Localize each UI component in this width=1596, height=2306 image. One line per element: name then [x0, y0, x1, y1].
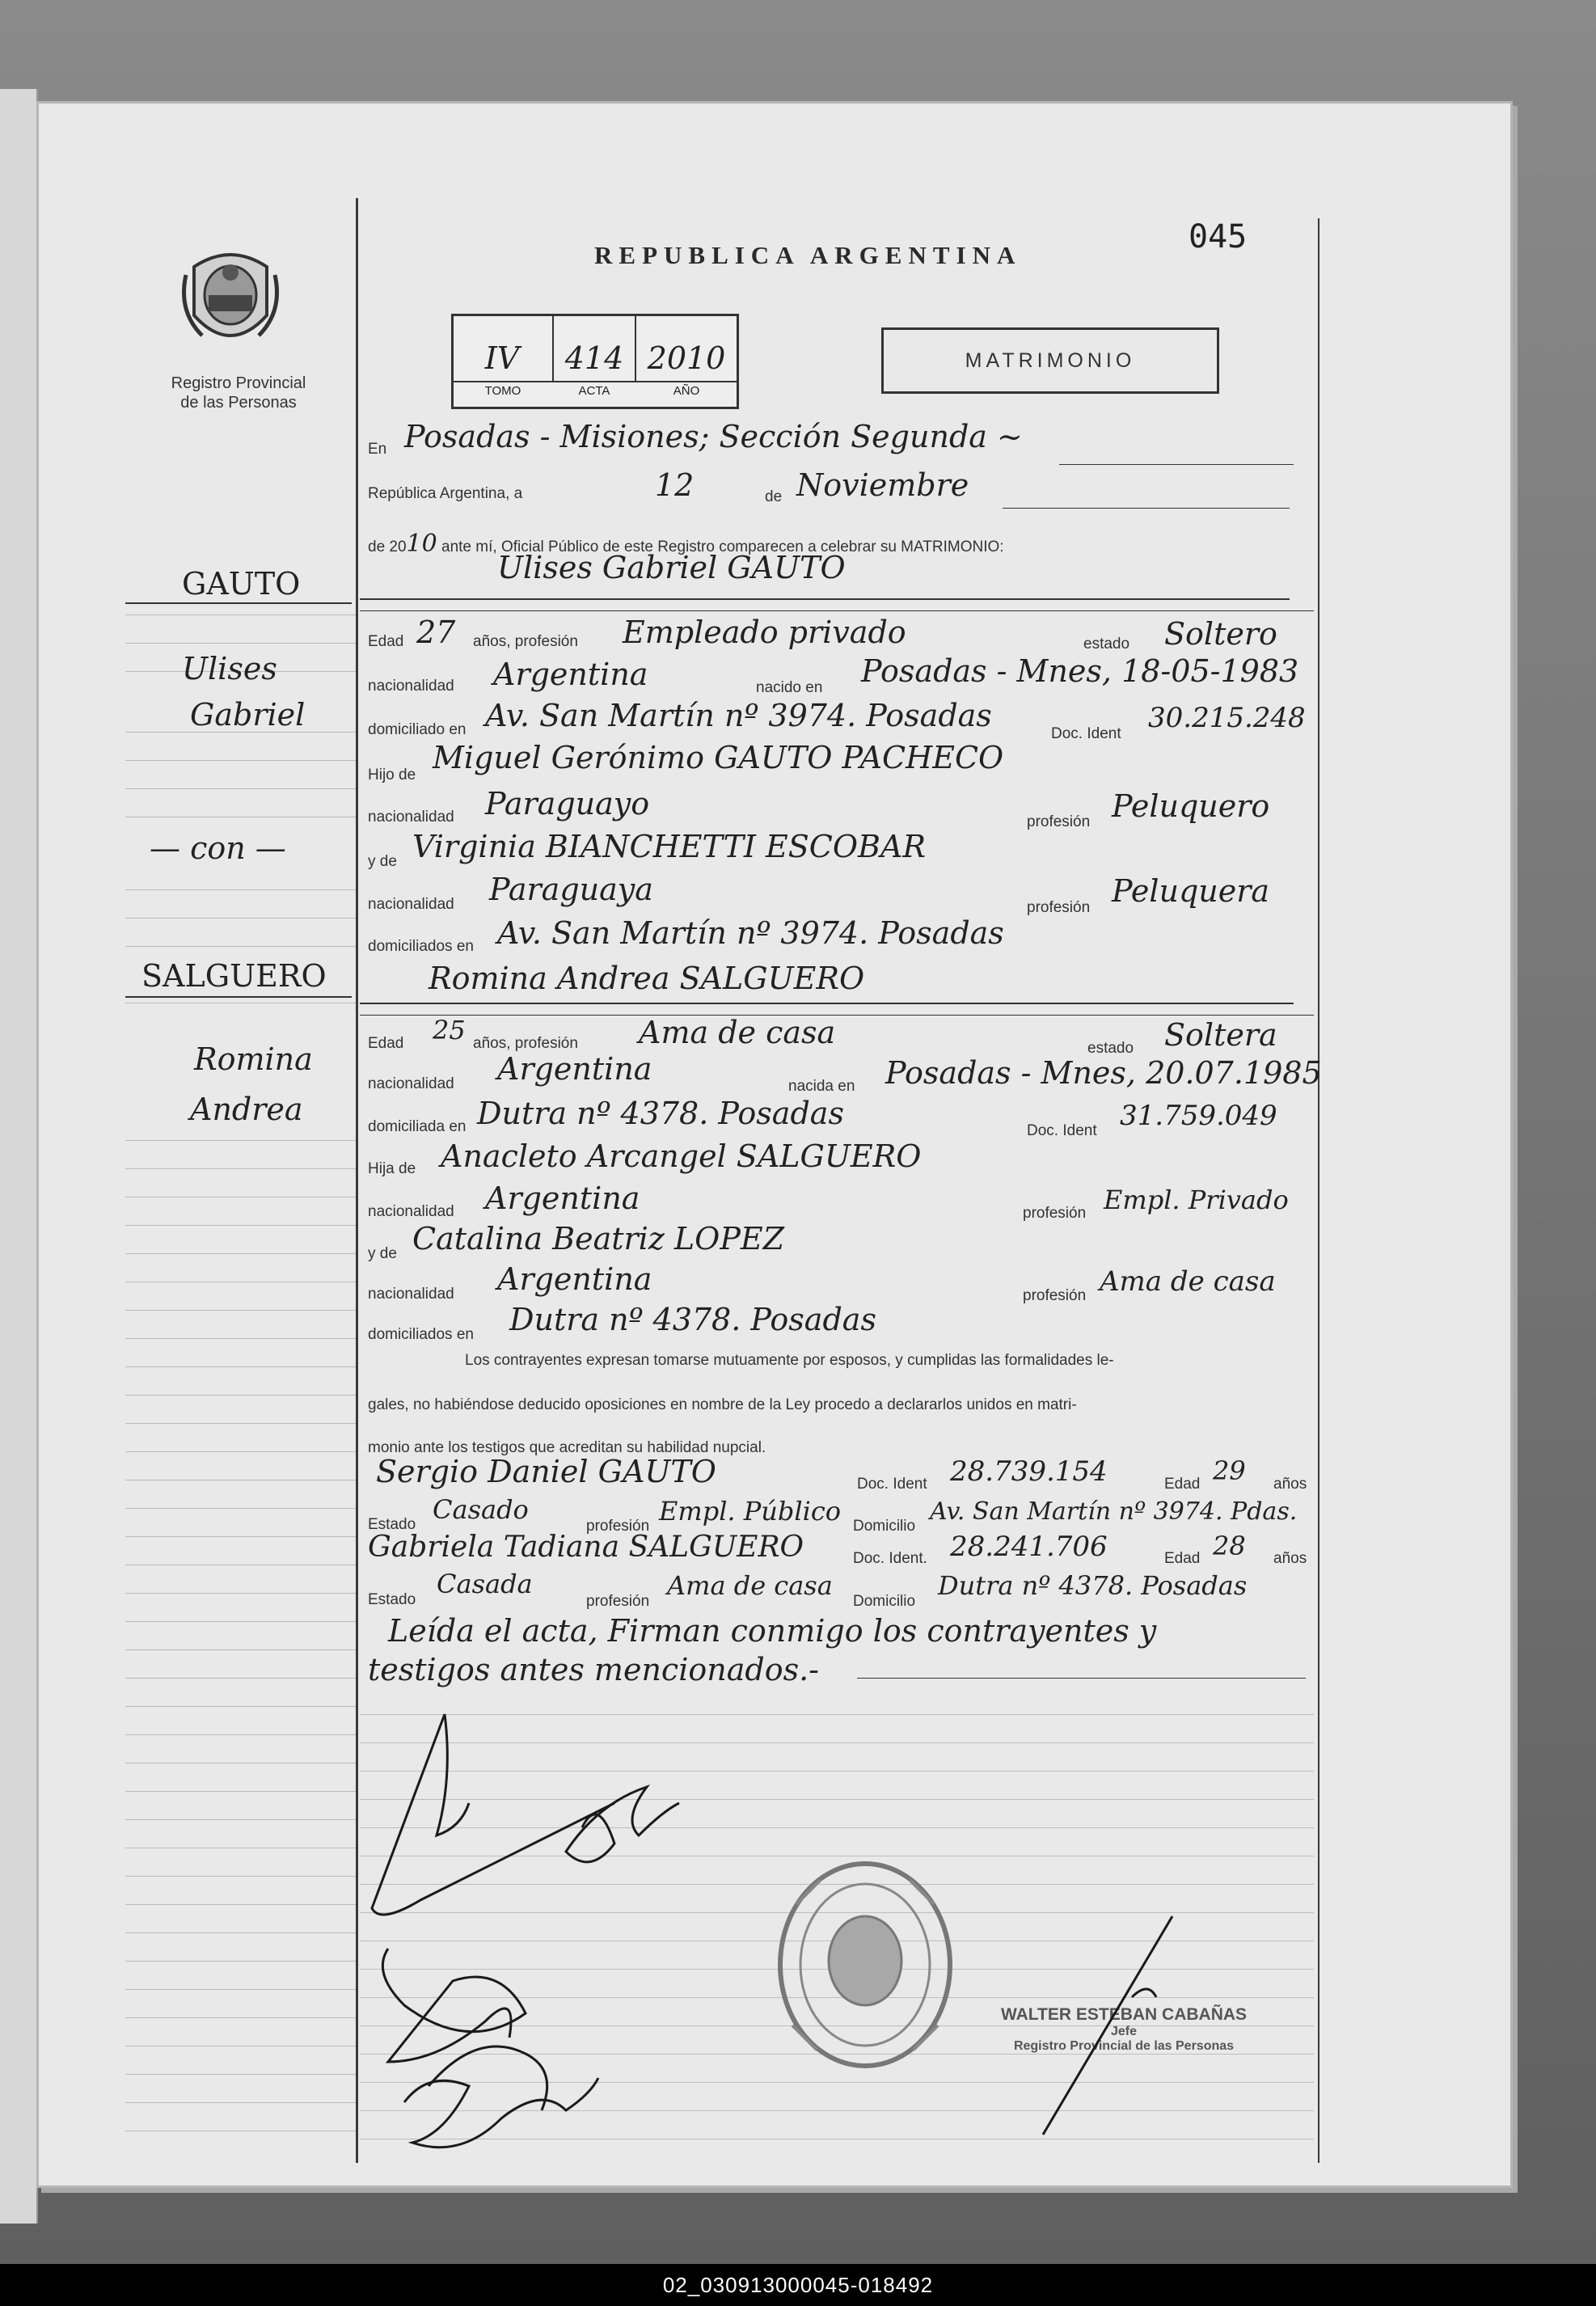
- groom-profession: Empleado privado: [623, 615, 906, 650]
- groom-birthplace: Posadas - Mnes, 18-05-1983: [861, 653, 1299, 689]
- appear-text: ante mí, Oficial Público de este Registro comparecen a celebrar su MATRIMONIO:: [441, 538, 1004, 555]
- groom-mother-prof-label: profesión: [1027, 899, 1091, 916]
- signature-scribbles-icon: [356, 1682, 809, 2167]
- bride-father-nat-label: nacionalidad: [368, 1203, 454, 1220]
- witness1-anos-label: años: [1273, 1476, 1307, 1493]
- closing-line-1: Leída el acta, Firman conmigo los contrayentes y: [388, 1613, 1157, 1649]
- witness2-estado-label: Estado: [368, 1591, 416, 1608]
- year-suffix: 10: [406, 530, 437, 558]
- bride-birthplace: Posadas - Mnes, 20.07.1985: [885, 1055, 1322, 1091]
- witness2-edad-label: Edad: [1164, 1550, 1201, 1567]
- tomo-label: TOMO: [484, 384, 521, 398]
- bride-status: Soltera: [1164, 1017, 1277, 1053]
- margin-con: — con —: [150, 830, 286, 866]
- bride-mother-prof-label: profesión: [1023, 1287, 1087, 1304]
- tomo-value: IV: [484, 340, 520, 376]
- groom-doc: 30.215.248: [1148, 702, 1306, 734]
- witness1-edad-label: Edad: [1164, 1476, 1201, 1493]
- document-type: MATRIMONIO: [965, 349, 1136, 372]
- statement-line-3: monio ante los testigos que acreditan su habilidad nupcial.: [368, 1439, 766, 1456]
- bride-hija-label: Hija de: [368, 1160, 416, 1177]
- margin-groom-name-2: Gabriel: [190, 697, 306, 733]
- registry-name-line-1: Registro Provincial: [171, 374, 306, 392]
- witness1-doc: 28.739.154: [950, 1455, 1108, 1488]
- groom-parents-dom-label: domiciliados en: [368, 938, 474, 955]
- bride-mother: Catalina Beatriz LOPEZ: [412, 1221, 785, 1256]
- groom-father-prof: Peluquero: [1112, 788, 1270, 824]
- groom-domiciliado-label: domiciliado en: [368, 721, 467, 738]
- witness1-doc-label: Doc. Ident: [857, 1476, 927, 1493]
- groom-address: Av. San Martín nº 3974. Posadas: [485, 698, 992, 733]
- witness1-age: 29: [1213, 1455, 1246, 1486]
- groom-father-nat-label: nacionalidad: [368, 809, 454, 826]
- closing-line-2: testigos antes mencionados.-: [368, 1652, 819, 1687]
- day: 12: [655, 467, 695, 503]
- official-title: Jefe: [1110, 2025, 1138, 2038]
- witness2-dom-label: Domicilio: [853, 1593, 916, 1610]
- witness2-status: Casada: [437, 1569, 533, 1599]
- bride-parents-address: Dutra nº 4378. Posadas: [509, 1302, 876, 1337]
- acta-value: 414: [564, 340, 624, 376]
- statement-line-1: Los contrayentes expresan tomarse mutuamente por esposos, y cumplidas las formalidades le-: [465, 1352, 1114, 1369]
- barcode-text: 02_030913000045-018492: [662, 2273, 934, 2297]
- bride-full-name: Romina Andrea SALGUERO: [429, 961, 865, 996]
- witness2-doc: 28.241.706: [950, 1531, 1108, 1563]
- bride-nacionalidad-label: nacionalidad: [368, 1075, 454, 1092]
- bride-doc-label: Doc. Ident: [1027, 1122, 1097, 1139]
- country-title: REPUBLICA ARGENTINA: [594, 241, 1022, 269]
- official-name: WALTER ESTEBAN CABAÑAS: [1000, 2005, 1248, 2024]
- witness1-prof-label: profesión: [586, 1518, 650, 1535]
- witness1-name: Sergio Daniel GAUTO: [376, 1454, 716, 1489]
- de-label: de: [765, 488, 783, 505]
- groom-edad-label: Edad: [368, 633, 404, 650]
- groom-parents-address: Av. San Martín nº 3974. Posadas: [497, 915, 1004, 951]
- witness2-anos-label: años: [1273, 1550, 1307, 1567]
- left-page-edge: [0, 89, 38, 2224]
- republica-label: República Argentina, a: [368, 485, 523, 502]
- witness2-age: 28: [1213, 1531, 1246, 1561]
- bride-nationality: Argentina: [497, 1051, 652, 1087]
- year-prefix: de 20: [368, 538, 407, 555]
- groom-yde-label: y de: [368, 853, 397, 870]
- place: Posadas - Misiones; Sección Segunda ~: [404, 419, 1023, 454]
- bride-edad-label: Edad: [368, 1035, 404, 1052]
- official-seal-icon: [772, 1856, 958, 2074]
- bride-estado-label: estado: [1087, 1040, 1134, 1057]
- anio-label: AÑO: [673, 384, 700, 398]
- witness1-profession: Empl. Público: [659, 1496, 842, 1527]
- groom-father-prof-label: profesión: [1027, 813, 1091, 830]
- groom-nacido-label: nacido en: [756, 679, 823, 696]
- margin-bride-name-1: Romina: [194, 1041, 313, 1077]
- groom-nacionalidad-label: nacionalidad: [368, 678, 454, 695]
- bride-yde-label: y de: [368, 1245, 397, 1262]
- bride-nacida-label: nacida en: [788, 1078, 855, 1095]
- registry-coat-of-arms-icon: [178, 239, 283, 360]
- groom-doc-label: Doc. Ident: [1051, 725, 1121, 742]
- groom-mother-nat-label: nacionalidad: [368, 896, 454, 913]
- groom-full-name: Ulises Gabriel GAUTO: [497, 550, 846, 585]
- statement-line-2: gales, no habiéndose deducido oposiciones en nombre de la Ley procedo a declararlos unidos en matri-: [368, 1396, 1077, 1413]
- bride-mother-prof: Ama de casa: [1100, 1265, 1276, 1298]
- acta-label: ACTA: [578, 384, 610, 398]
- groom-father: Miguel Gerónimo GAUTO PACHECO: [433, 740, 1004, 775]
- page-number: 045: [1189, 218, 1248, 256]
- bride-mother-nat-label: nacionalidad: [368, 1286, 454, 1303]
- groom-father-nat: Paraguayo: [485, 786, 650, 821]
- witness2-name: Gabriela Tadiana SALGUERO: [368, 1531, 804, 1564]
- groom-mother-prof: Peluquera: [1112, 873, 1270, 909]
- witness1-estado-label: Estado: [368, 1516, 416, 1533]
- en-label: En: [368, 441, 387, 458]
- anio-value: 2010: [647, 340, 726, 376]
- witness2-address: Dutra nº 4378. Posadas: [938, 1570, 1248, 1601]
- bride-doc: 31.759.049: [1120, 1100, 1277, 1132]
- witness2-prof-label: profesión: [586, 1593, 650, 1610]
- right-column-rule: [1318, 218, 1319, 2163]
- groom-status: Soltero: [1164, 616, 1277, 652]
- witness2-profession: Ama de casa: [667, 1570, 833, 1601]
- bride-profesion-label: años, profesión: [473, 1035, 578, 1052]
- margin-bride-name-2: Andrea: [190, 1092, 303, 1127]
- bride-father-nat: Argentina: [485, 1180, 640, 1216]
- groom-estado-label: estado: [1083, 636, 1130, 653]
- bride-father-prof-label: profesión: [1023, 1205, 1087, 1222]
- groom-hijo-label: Hijo de: [368, 767, 416, 783]
- month: Noviembre: [796, 467, 969, 503]
- groom-age: 27: [416, 615, 456, 650]
- bride-address: Dutra nº 4378. Posadas: [477, 1096, 844, 1131]
- groom-nationality: Argentina: [493, 657, 648, 692]
- margin-bride-surname: SALGUERO: [141, 958, 327, 994]
- groom-mother-nat: Paraguaya: [489, 872, 653, 907]
- margin-groom-name-1: Ulises: [182, 651, 277, 686]
- witness1-status: Casado: [433, 1494, 529, 1525]
- official-signature-icon: [1027, 1908, 1189, 2151]
- registry-name: [133, 374, 344, 412]
- witness1-dom-label: Domicilio: [853, 1518, 916, 1535]
- groom-mother: Virginia BIANCHETTI ESCOBAR: [412, 829, 926, 864]
- bride-father: Anacleto Arcangel SALGUERO: [441, 1138, 922, 1174]
- document-type-box: [881, 327, 1219, 394]
- official-org: Registro Provincial de las Personas: [1013, 2039, 1235, 2053]
- groom-profesion-label: años, profesión: [473, 633, 578, 650]
- witness2-doc-label: Doc. Ident.: [853, 1550, 927, 1567]
- bride-mother-nat: Argentina: [497, 1261, 652, 1297]
- bride-parents-dom-label: domiciliados en: [368, 1326, 474, 1343]
- bride-profession: Ama de casa: [639, 1015, 836, 1050]
- bride-age: 25: [433, 1015, 466, 1045]
- witness1-address: Av. San Martín nº 3974. Pdas.: [930, 1497, 1298, 1526]
- margin-groom-surname: GAUTO: [182, 566, 301, 602]
- bride-father-prof: Empl. Privado: [1104, 1185, 1289, 1215]
- record-number-table: [451, 314, 739, 409]
- registry-name-line-2: de las Personas: [180, 394, 297, 412]
- footer-bar: [0, 2264, 1596, 2306]
- bride-domiciliada-label: domiciliada en: [368, 1118, 467, 1135]
